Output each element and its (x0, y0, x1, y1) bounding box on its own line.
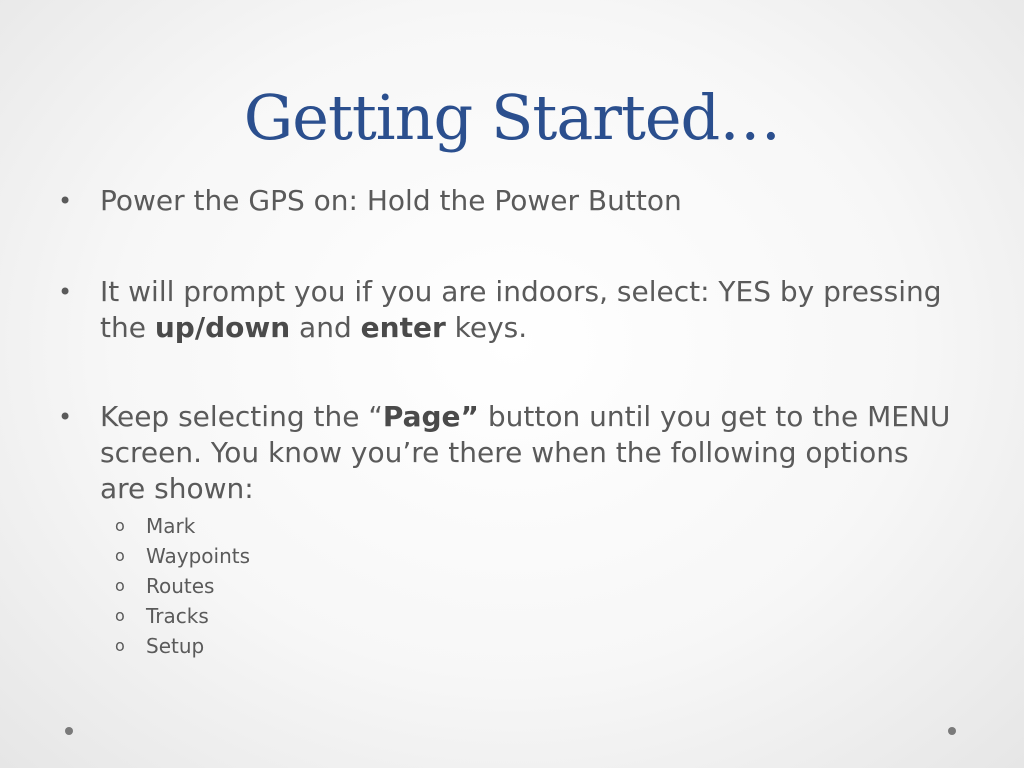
sub-bullet-circle-icon: o (115, 576, 125, 595)
sub-bullet-text: Mark (146, 514, 196, 538)
bullet-text-part: and (290, 311, 361, 344)
bullet-item (58, 274, 958, 346)
sub-bullet-text: Tracks (146, 604, 209, 628)
bullet-bold-text: Page” (382, 400, 479, 433)
corner-dot-icon (948, 727, 956, 735)
bullet-text (100, 400, 950, 505)
slide-title: Getting Started… (243, 81, 781, 154)
bullet-text-part: keys. (445, 311, 528, 344)
sub-bullet-text: Setup (146, 634, 205, 658)
sub-bullet-item (100, 541, 958, 571)
sub-bullet-item (100, 601, 958, 631)
bullet-text-part: Keep selecting the “ (100, 400, 383, 433)
bullet-item (58, 183, 958, 219)
bullet-bold-text: enter (360, 311, 446, 344)
sub-bullet-item (100, 571, 958, 601)
sub-bullet-circle-icon: o (115, 516, 125, 535)
sub-bullet-circle-icon: o (115, 546, 125, 565)
bullet-list (58, 183, 958, 661)
sub-bullet-list (100, 511, 958, 661)
bullet-text: Power the GPS on: Hold the Power Button (100, 184, 682, 217)
sub-bullet-text: Waypoints (146, 544, 251, 568)
bullet-dot-icon: • (58, 403, 73, 431)
sub-bullet-circle-icon: o (115, 606, 125, 625)
corner-dot-icon (65, 727, 73, 735)
bullet-dot-icon: • (58, 278, 73, 306)
bullet-bold-text: up/down (154, 311, 291, 344)
bullet-text (100, 275, 942, 344)
sub-bullet-text: Routes (146, 574, 215, 598)
sub-bullet-item (100, 631, 958, 661)
bullet-text-part: It will prompt you if you are indoors, select: YES by pressing the (100, 275, 942, 344)
bullet-dot-icon: • (58, 187, 73, 215)
sub-bullet-item (100, 511, 958, 541)
sub-bullet-circle-icon: o (115, 636, 125, 655)
bullet-item (58, 399, 958, 661)
bullet-text-part: button until you get to the MENU screen. You know you’re there when the following options are shown: (100, 400, 951, 505)
